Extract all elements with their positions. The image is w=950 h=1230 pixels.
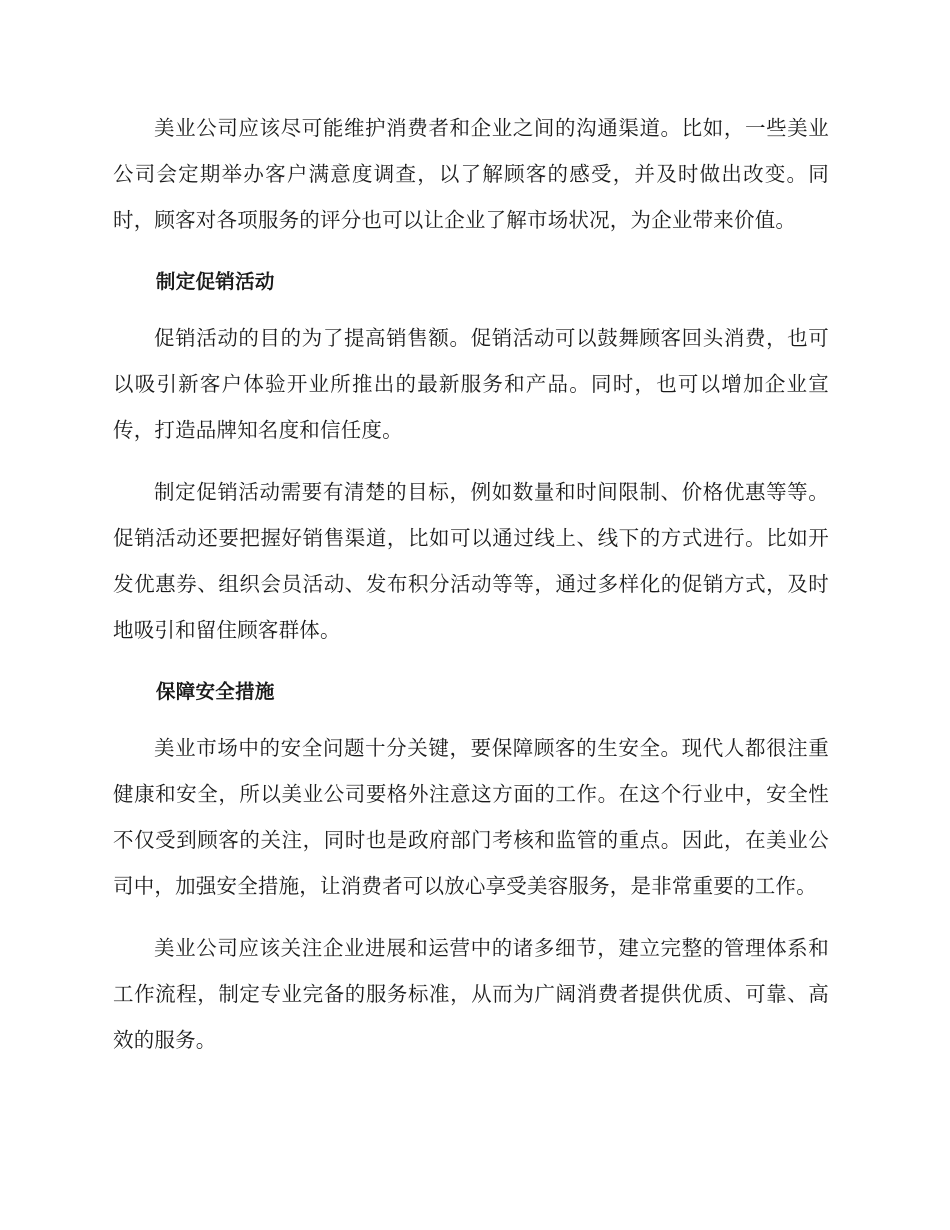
heading-promotion: 制定促销活动 <box>155 270 275 293</box>
paragraph-safety: 美业市场中的安全问题十分关键，要保障顾客的生安全。现代人都很注重健康和安全，所以美业公司要格外注意这方面的工作。在这个行业中，安全性不仅受到顾客的关注，同时也是政府部门考核和监管的重点。因此，在美业公司中，加强安全措施，让消费者可以放心享受美容服务，是非常重要的工作。 <box>113 736 829 898</box>
paragraph-promotion-purpose: 促销活动的目的为了提高销售额。促销活动可以鼓舞顾客回头消费，也可以吸引新客户体验开业所推出的最新服务和产品。同时，也可以增加企业宣传，打造品牌知名度和信任度。 <box>113 326 829 442</box>
paragraph-promotion-planning: 制定促销活动需要有清楚的目标，例如数量和时间限制、价格优惠等等。促销活动还要把握好销售渠道，比如可以通过线上、线下的方式进行。比如开发优惠券、组织会员活动、发布积分活动等等，通过多样化的促销方式，及时地吸引和留住顾客群体。 <box>113 480 829 642</box>
paragraph-management: 美业公司应该关注企业进展和运营中的诸多细节，建立完整的管理体系和工作流程，制定专业完备的服务标准，从而为广阔消费者提供优质、可靠、高效的服务。 <box>113 936 829 1052</box>
document-page <box>113 105 829 1079</box>
paragraph-communication: 美业公司应该尽可能维护消费者和企业之间的沟通渠道。比如，一些美业公司会定期举办客户满意度调查，以了解顾客的感受，并及时做出改变。同时，顾客对各项服务的评分也可以让企业了解市场状况，为企业带来价值。 <box>113 116 829 232</box>
heading-safety: 保障安全措施 <box>155 680 275 703</box>
